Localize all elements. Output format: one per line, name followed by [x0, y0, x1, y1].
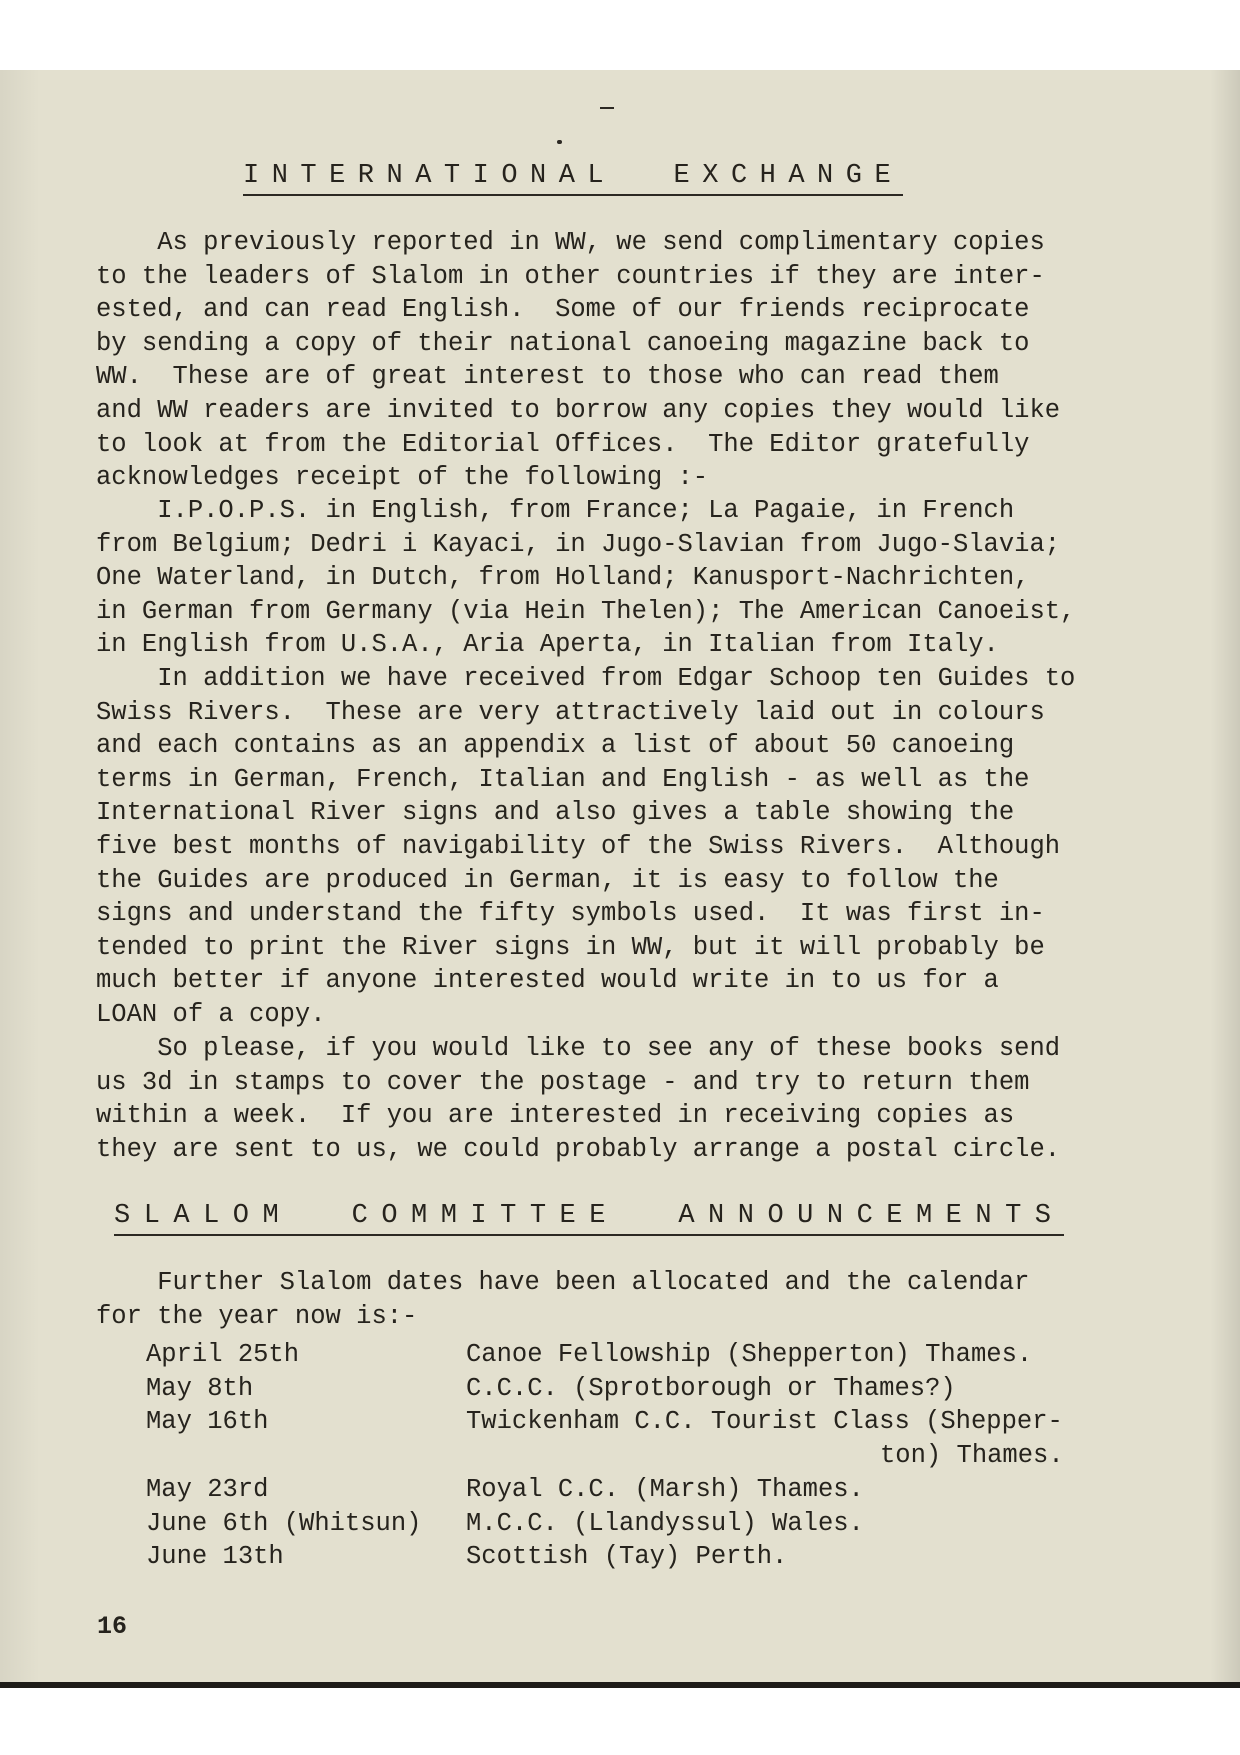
calendar-event: Canoe Fellowship (Shepperton) Thames.	[466, 1340, 1033, 1369]
text-line: LOAN of a copy.	[96, 999, 326, 1029]
text-line: in German from Germany (via Hein Thelen); The American Canoeist,	[96, 596, 1076, 626]
text-line: In addition we have received from Edgar Schoop ten Guides to	[96, 664, 1076, 693]
text-line: As previously reported in WW, we send complimentary copies	[96, 228, 1045, 257]
text-line: the Guides are produced in German, it is easy to follow the	[96, 865, 999, 895]
text-line: us 3d in stamps to cover the postage - and try to return them	[96, 1067, 1030, 1097]
text-line: they are sent to us, we could probably arrange a postal circle.	[96, 1134, 1061, 1164]
text-line: One Waterland, in Dutch, from Holland; Kanusport-Nachrichten,	[96, 563, 1030, 593]
calendar-event: Twickenham C.C. Tourist Class (Shepper-	[466, 1407, 1063, 1436]
scan-mark-dot	[557, 140, 562, 144]
text-line: for the year now is:-	[96, 1301, 418, 1331]
text-line: I.P.O.P.S. in English, from France; La Pagaie, in French	[96, 496, 1015, 525]
text-line: acknowledges receipt of the following :-	[96, 463, 709, 493]
calendar-date: April 25th	[146, 1340, 300, 1369]
exchange-paragraph-3	[96, 662, 1075, 1032]
calendar-event: Scottish (Tay) Perth.	[466, 1542, 788, 1571]
text-line: Further Slalom dates have been allocated and the calendar	[96, 1268, 1030, 1297]
page-bottom-edge	[0, 1682, 1240, 1688]
calendar-date: June 13th	[146, 1542, 284, 1571]
page-number: 16	[97, 1612, 128, 1641]
calendar-date: June 6th (Whitsun)	[146, 1509, 422, 1538]
text-line: within a week. If you are interested in receiving copies as	[96, 1101, 1015, 1131]
text-line: terms in German, French, Italian and English - as well as the	[96, 764, 1030, 794]
text-line: tended to print the River signs in WW, but it will probably be	[96, 932, 1045, 962]
calendar-event-continuation: ton) Thames.	[880, 1441, 1064, 1470]
text-line: signs and understand the fifty symbols used. It was first in-	[96, 899, 1045, 929]
exchange-paragraph-2	[96, 494, 1075, 662]
exchange-paragraph-1	[96, 226, 1060, 495]
text-line: Swiss Rivers. These are very attractively laid out in colours	[96, 697, 1045, 727]
text-line: by sending a copy of their national canoeing magazine back to	[96, 328, 1030, 358]
text-line: So please, if you would like to see any of these books send	[96, 1034, 1061, 1063]
slalom-intro	[96, 1266, 1029, 1333]
text-line: ested, and can read English. Some of our friends reciprocate	[96, 295, 1030, 325]
calendar-date: May 16th	[146, 1407, 269, 1436]
text-line: to look at from the Editorial Offices. The Editor gratefully	[96, 429, 1030, 459]
scan-mark-dash	[600, 107, 614, 109]
text-line: and WW readers are invited to borrow any copies they would like	[96, 395, 1061, 425]
text-line: to the leaders of Slalom in other countries if they are inter-	[96, 261, 1045, 291]
exchange-paragraph-4	[96, 1032, 1060, 1166]
calendar-date: May 23rd	[146, 1475, 269, 1504]
calendar-event: Royal C.C. (Marsh) Thames.	[466, 1475, 864, 1504]
international-exchange-heading: INTERNATIONAL EXCHANGE	[243, 158, 903, 196]
text-line: International River signs and also gives a table showing the	[96, 798, 1015, 828]
calendar-event: C.C.C. (Sprotborough or Thames?)	[466, 1374, 956, 1403]
text-line: WW. These are of great interest to those who can read them	[96, 362, 999, 392]
text-line: and each contains as an appendix a list of about 50 canoeing	[96, 731, 1015, 761]
text-line: much better if anyone interested would write in to us for a	[96, 966, 999, 996]
slalom-committee-heading: SLALOM COMMITTEE ANNOUNCEMENTS	[114, 1198, 1064, 1236]
text-line: in English from U.S.A., Aria Aperta, in Italian from Italy.	[96, 630, 999, 660]
text-line: five best months of navigability of the Swiss Rivers. Although	[96, 831, 1061, 861]
text-line: from Belgium; Dedri i Kayaci, in Jugo-Slavian from Jugo-Slavia;	[96, 529, 1061, 559]
calendar-event: M.C.C. (Llandyssul) Wales.	[466, 1509, 864, 1538]
calendar-date: May 8th	[146, 1374, 254, 1403]
